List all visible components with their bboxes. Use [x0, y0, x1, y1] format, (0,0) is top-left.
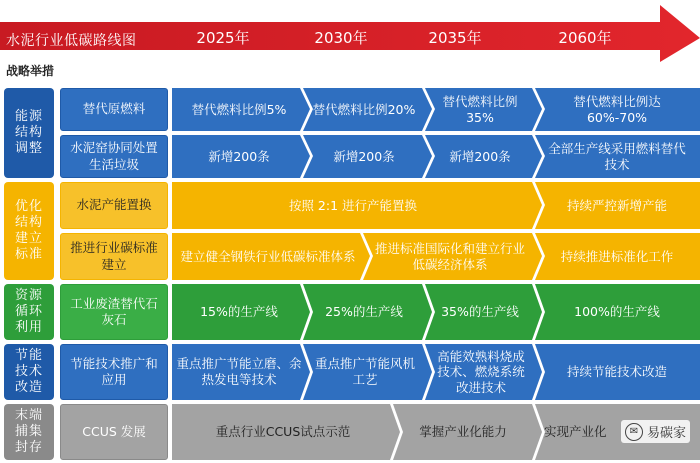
sub-energy-tech: 节能技术推广和应用 — [60, 344, 168, 400]
year-2030: 2030年 — [314, 29, 368, 47]
category-energy-structure: 能源结构调整 — [4, 88, 54, 178]
cell-alt-fuel-2030: 替代燃料比例20% — [312, 101, 416, 117]
cell-energy-tech-2060: 持续节能技术改造 — [566, 364, 667, 380]
cell-capacity-2060: 持续严控新增产能 — [566, 197, 667, 213]
cell-ccus-2035: 掌握产业化能力 — [419, 424, 507, 440]
year-2060: 2060年 — [558, 29, 612, 47]
strategy-label: 战略举措 — [6, 64, 55, 78]
cell-waste-2035: 新增200条 — [449, 148, 511, 164]
sub-industrial-slag: 工业废渣替代石灰石 — [60, 284, 168, 340]
cell-standards-2030: 推进标准国际化和建立行业低碳经济体系 — [374, 240, 525, 272]
sub-capacity-replacement: 水泥产能置换 — [60, 182, 168, 229]
cell-energy-tech-2030: 重点推广节能风机工艺 — [314, 356, 415, 387]
year-2035: 2035年 — [428, 29, 482, 47]
cell-slag-2030: 25%的生产线 — [325, 304, 403, 320]
cell-waste-2030: 新增200条 — [333, 148, 395, 164]
sub-alternative-fuels: 替代原燃料 — [60, 88, 168, 131]
cell-waste-2060: 全部生产线采用燃料替代技术 — [548, 140, 686, 172]
wechat-icon: ✉ — [625, 423, 643, 441]
cell-slag-2025: 15%的生产线 — [200, 304, 278, 320]
sub-carbon-standards: 推进行业碳标准建立 — [60, 233, 168, 280]
cell-slag-2060: 100%的生产线 — [574, 304, 660, 320]
cell-ccus-2060: 实现产业化 — [544, 424, 607, 440]
cell-standards-2025: 建立健全钢铁行业低碳标准体系 — [180, 248, 356, 264]
category-optimize-structure: 优化结构建立标准 — [4, 182, 54, 280]
cell-ccus-2025: 重点行业CCUS试点示范 — [215, 424, 351, 440]
cell-alt-fuel-2025: 替代燃料比例5% — [191, 101, 287, 117]
cell-waste-2025: 新增200条 — [208, 148, 270, 164]
category-resource-recycling: 资源循环利用 — [4, 284, 54, 340]
cell-slag-2035: 35%的生产线 — [441, 304, 519, 320]
watermark-text: 易碳家 — [646, 426, 686, 441]
cell-capacity-2025-2035: 按照 2:1 进行产能置换 — [288, 197, 418, 213]
cell-standards-2060: 持续推进标准化工作 — [560, 248, 674, 264]
cell-energy-tech-2035: 高能效熟料烧成技术、燃烧系统改进技术 — [437, 348, 525, 395]
cell-alt-fuel-2060: 替代燃料比例达60%-70% — [573, 93, 661, 125]
cell-alt-fuel-2035: 替代燃料比例35% — [442, 93, 518, 125]
year-2025: 2025年 — [196, 29, 250, 47]
roadmap-title: 水泥行业低碳路线图 — [6, 33, 137, 49]
cell-energy-tech-2025: 重点推广节能立磨、余热发电等技术 — [176, 356, 302, 387]
watermark — [621, 420, 690, 443]
category-energy-saving: 节能技术改造 — [4, 344, 54, 400]
sub-ccus: CCUS 发展 — [60, 404, 168, 460]
sub-waste-coprocessing: 水泥窑协同处置生活垃圾 — [60, 135, 168, 178]
category-end-capture: 末端捕集封存 — [4, 404, 54, 460]
